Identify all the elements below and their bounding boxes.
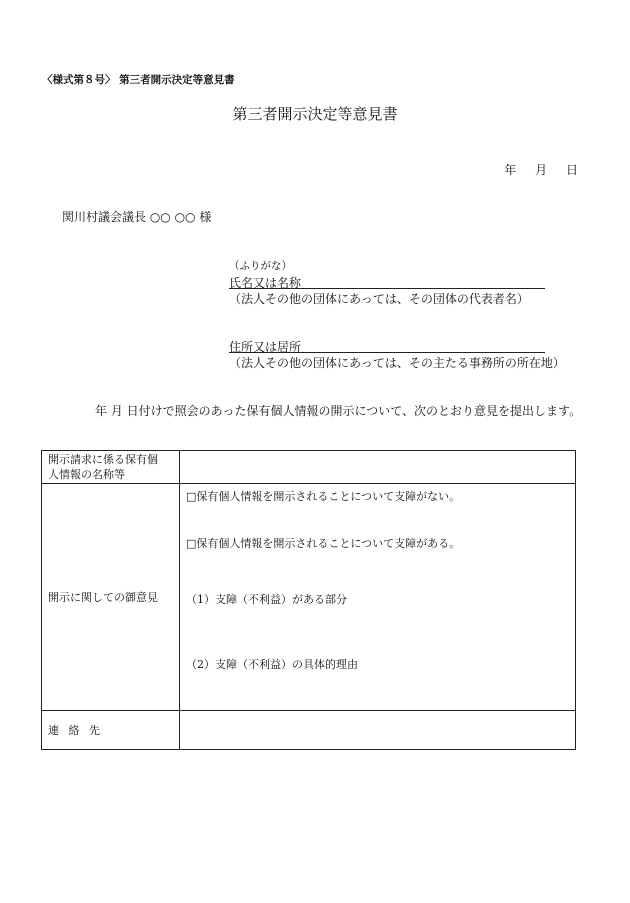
table-row (42, 711, 576, 750)
address-label: 住所又は居所 (229, 340, 302, 354)
request-info-label-cell (42, 451, 180, 484)
statement-text: 年 月 日付けで照会のあった保有個人情報の開示について、次のとおり意見を提出します。 (95, 404, 582, 418)
name-note: （法人その他の団体にあっては、その団体の代表者名） (229, 292, 529, 306)
date-line (504, 161, 578, 178)
name-label: 氏名又は名称 (229, 276, 302, 290)
furigana-label: （ふりがな） (229, 260, 292, 272)
date-day: 日 (565, 163, 578, 177)
table-row (42, 451, 576, 484)
opinion-table (41, 450, 576, 750)
date-year: 年 (504, 163, 517, 177)
table-row (42, 484, 576, 711)
option-no-issue[interactable]: □保有個人情報を開示されることについて支障がない。 (186, 490, 461, 503)
issue-reason-item: （2）支障（不利益）の具体的理由 (186, 658, 358, 671)
option-issue[interactable]: □保有個人情報を開示されることについて支障がある。 (186, 537, 461, 550)
contact-value-cell[interactable] (180, 711, 576, 750)
contact-label-cell: 連 絡 先 (42, 711, 180, 750)
request-info-value-cell[interactable] (180, 451, 576, 484)
request-info-label-line2: 人情報の名称等 (48, 468, 125, 481)
opinion-label-cell: 開示に関しての御意見 (42, 484, 180, 711)
opinion-value-cell[interactable] (180, 484, 576, 711)
addressee: 関川村議会議長 ○○ ○○ 様 (62, 210, 212, 224)
document-title: 第三者開示決定等意見書 (232, 105, 398, 123)
issue-part-item: （1）支障（不利益）がある部分 (186, 593, 347, 606)
address-underline (229, 352, 545, 353)
address-note: （法人その他の団体にあっては、その主たる事務所の所在地） (229, 356, 565, 370)
date-month: 月 (535, 163, 548, 177)
form-number-label: 〈様式第８号〉 第三者開示決定等意見書 (42, 74, 235, 86)
name-underline (229, 288, 545, 289)
request-info-label-line1: 開示請求に係る保有個 (48, 453, 158, 466)
